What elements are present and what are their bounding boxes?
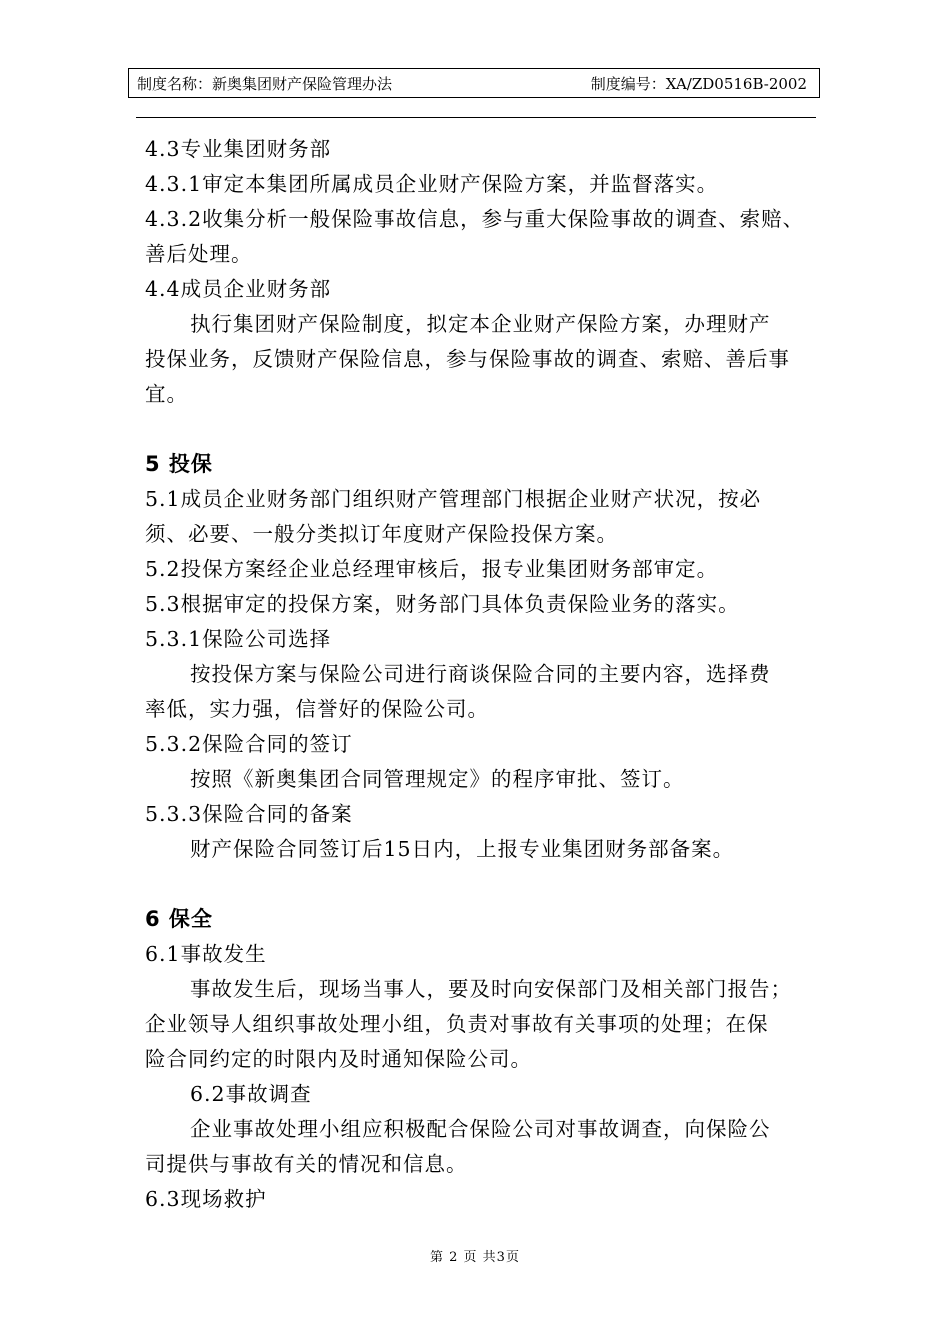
- chapter-heading-5: 5 投保: [145, 452, 213, 476]
- paragraph-line: 事故发生后，现场当事人，要及时向安保部门及相关部门报告；: [190, 977, 792, 1001]
- paragraph-line: 5.3根据审定的投保方案，财务部门具体负责保险业务的落实。: [145, 592, 740, 616]
- paragraph-line: 善后处理。: [145, 242, 253, 266]
- paragraph-line: 5.1成员企业财务部门组织财产管理部门根据企业财产状况，按必: [145, 487, 762, 511]
- page-number: 第 2 页 共3页: [430, 1250, 520, 1265]
- paragraph-line: 司提供与事故有关的情况和信息。: [145, 1152, 468, 1176]
- paragraph-line: 企业事故处理小组应积极配合保险公司对事故调查，向保险公: [190, 1117, 771, 1141]
- section-heading: 4.3专业集团财务部: [145, 137, 332, 161]
- paragraph-line: 按照《新奥集团合同管理规定》的程序审批、签订。: [190, 767, 685, 791]
- section-heading: 4.4成员企业财务部: [145, 277, 332, 301]
- paragraph-line: 4.3.2收集分析一般保险事故信息，参与重大保险事故的调查、索赔、: [145, 207, 805, 231]
- document-header: [128, 68, 820, 98]
- paragraph-line: 投保业务，反馈财产保险信息，参与保险事故的调查、索赔、善后事: [145, 347, 790, 371]
- paragraph-line: 须、必要、一般分类拟订年度财产保险投保方案。: [145, 522, 618, 546]
- section-heading: 5.3.3保险合同的备案: [145, 802, 353, 826]
- paragraph-line: 财产保险合同签订后15日内，上报专业集团财务部备案。: [190, 837, 735, 861]
- section-heading: 6.2事故调查: [190, 1082, 312, 1106]
- chapter-heading-6: 6 保全: [145, 907, 213, 931]
- paragraph-line: 宜。: [145, 382, 188, 406]
- section-heading: 5.3.2保险合同的签订: [145, 732, 353, 756]
- paragraph-line: 执行集团财产保险制度，拟定本企业财产保险方案，办理财产: [190, 312, 771, 336]
- paragraph-line: 企业领导人组织事故处理小组，负责对事故有关事项的处理；在保: [145, 1012, 769, 1036]
- section-heading: 6.3现场救护: [145, 1187, 267, 1211]
- regulation-code: 制度编号：XA/ZD0516B-2002: [590, 74, 807, 93]
- paragraph-line: 按投保方案与保险公司进行商谈保险合同的主要内容，选择费: [190, 662, 771, 686]
- section-heading: 5.3.1保险公司选择: [145, 627, 332, 651]
- paragraph-line: 4.3.1审定本集团所属成员企业财产保险方案，并监督落实。: [145, 172, 719, 196]
- regulation-title: 制度名称：新奥集团财产保险管理办法: [137, 74, 393, 93]
- document-body: [145, 132, 835, 1217]
- header-rule: [136, 117, 816, 118]
- section-heading: 6.1事故发生: [145, 942, 267, 966]
- paragraph-line: 率低，实力强，信誉好的保险公司。: [145, 697, 489, 721]
- paragraph-line: 险合同约定的时限内及时通知保险公司。: [145, 1047, 532, 1071]
- paragraph-line: 5.2投保方案经企业总经理审核后，报专业集团财务部审定。: [145, 557, 719, 581]
